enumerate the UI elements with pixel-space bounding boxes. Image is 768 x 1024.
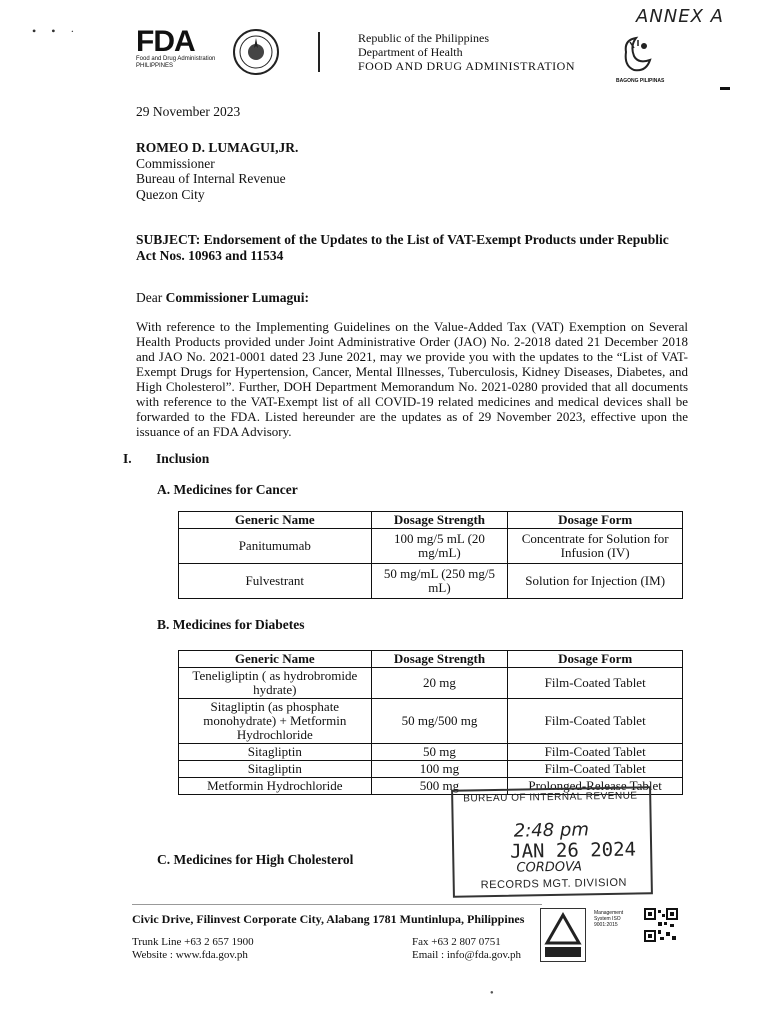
table-header-row: [179, 512, 683, 529]
table-row: [179, 668, 683, 699]
cell-dosage-form: Film-Coated Tablet: [508, 761, 683, 778]
letterhead-text: [358, 31, 575, 73]
table-header-row: [179, 651, 683, 668]
cell-dosage-strength: 500 mg: [371, 778, 508, 795]
footer-address: Civic Drive, Filinvest Corporate City, Alabang 1781 Muntinlupa, Philippines: [132, 912, 525, 926]
subject-line: SUBJECT: Endorsement of the Updates to the List of VAT-Exempt Products under Republic Act Nos. 10963 and 11534: [136, 232, 669, 263]
recipient-name: ROMEO D. LUMAGUI,JR.: [136, 140, 299, 155]
table-row: [179, 761, 683, 778]
stamp-bureau: BUREAU OF INTERNAL REVENUE: [463, 790, 638, 805]
footer-trunk-line: Trunk Line +63 2 657 1900: [132, 936, 254, 948]
table-row: [179, 529, 683, 564]
subsection-b-heading: B. Medicines for Diabetes: [157, 617, 305, 632]
table-row: [179, 564, 683, 599]
cell-dosage-form: Film-Coated Tablet: [508, 744, 683, 761]
fda-logo: [136, 25, 232, 70]
bagong-pilipinas-logo-icon: [620, 34, 656, 76]
cell-dosage-strength: 100 mg/5 mL (20 mg/mL): [371, 529, 508, 564]
bagong-pilipinas-text: BAGONG PILIPINAS: [616, 78, 665, 84]
diabetes-medicines-table: [178, 650, 683, 795]
cell-dosage-form: Concentrate for Solution for Infusion (IV): [508, 529, 683, 564]
body-paragraph: With reference to the Implementing Guidelines on the Value-Added Tax (VAT) Exemption on Several Health Products provided under Joint Administrative Order (JAO) No. 2-2018 dated 21 December 2018 and JAO No. 2021-0001 dated 23 June 2021, may we provide you with the updates to the “List of VAT-Exempt Drugs for Hypertension, Cancer, Mental Illnesses, Tuberculosis, Kidney Diseases, Diabetes, and High Cholesterol”. Further, DOH Department Memorandum No. 2021-0280 provided that all documents with reference to the VAT-Exempt list of all COVID-19 related medicines and medical devices shall be forwarded to the FDA. Listed hereunder are the updates as of 29 November 2023, effective upon the issuance of an FDA Advisory.: [136, 319, 688, 439]
section-number: I.: [123, 451, 132, 466]
section-heading: [123, 451, 209, 467]
stamp-time: 2:48 pm: [513, 819, 590, 842]
recipient-city: Quezon City: [136, 186, 205, 202]
table-row: [179, 699, 683, 744]
cell-generic-name: Teneligliptin ( as hydrobromide hydrate): [179, 668, 372, 699]
header-dosage-strength: Dosage Strength: [371, 651, 508, 668]
cell-dosage-strength: 100 mg: [371, 761, 508, 778]
section-title: Inclusion: [156, 451, 210, 466]
header-dosage-form: Dosage Form: [508, 651, 683, 668]
cell-dosage-form: Film-Coated Tablet: [508, 668, 683, 699]
cell-generic-name: Fulvestrant: [179, 564, 372, 599]
cell-dosage-strength: 50 mg: [371, 744, 508, 761]
footer-fax: Fax +63 2 807 0751: [412, 936, 501, 948]
scan-specks: • • ·: [32, 24, 81, 38]
received-stamp: [451, 786, 653, 897]
certification-text: Management System ISO 9001:2015: [594, 910, 624, 928]
stamp-signature: CORDOVA: [516, 859, 583, 876]
recipient-block: [136, 140, 298, 202]
cell-dosage-form: Prolonged-Release Tablet: [508, 778, 683, 795]
cancer-medicines-table: [178, 511, 683, 599]
header-dosage-strength: Dosage Strength: [371, 512, 508, 529]
cell-dosage-form: Film-Coated Tablet: [508, 699, 683, 744]
header-divider: [318, 32, 320, 72]
footer-divider: [132, 904, 542, 905]
header-generic-name: Generic Name: [179, 512, 372, 529]
letterhead-republic: Republic of the Philippines: [358, 31, 489, 45]
cell-dosage-strength: 50 mg/500 mg: [371, 699, 508, 744]
doh-seal-icon: [232, 28, 280, 76]
salutation-name: Commissioner Lumagui:: [165, 290, 309, 305]
letterhead-department: Department of Health: [358, 45, 463, 59]
salutation: [136, 290, 309, 306]
cell-dosage-strength: 50 mg/mL (250 mg/5 mL): [371, 564, 508, 599]
table-row: [179, 744, 683, 761]
annex-label: ANNEX A: [636, 6, 724, 27]
punch-mark: ●: [490, 990, 494, 996]
footer-email: Email : info@fda.gov.ph: [412, 949, 522, 961]
cell-dosage-strength: 20 mg: [371, 668, 508, 699]
header-dosage-form: Dosage Form: [508, 512, 683, 529]
subsection-c-heading: C. Medicines for High Cholesterol: [157, 852, 354, 867]
stamp-division: RECORDS MGT. DIVISION: [480, 876, 628, 892]
salutation-prefix: Dear: [136, 290, 166, 305]
header-generic-name: Generic Name: [179, 651, 372, 668]
letterhead-agency: FOOD AND DRUG ADMINISTRATION: [358, 59, 576, 73]
recipient-office: Bureau of Internal Revenue: [136, 171, 286, 186]
fda-logo-subtext: Food and Drug Administration PHILIPPINES: [136, 56, 216, 69]
stamp-date: JAN 26 2024: [509, 838, 637, 863]
fda-logo-mark: FDA: [136, 25, 195, 58]
certification-logo-icon: [540, 908, 586, 962]
cell-generic-name: Sitagliptin: [179, 744, 372, 761]
subsection-a-heading: A. Medicines for Cancer: [157, 482, 298, 497]
cell-generic-name: Metformin Hydrochloride: [179, 778, 372, 795]
scan-mark: ▬: [720, 82, 730, 93]
cell-generic-name: Sitagliptin (as phosphate monohydrate) + Metformin Hydrochloride: [179, 699, 372, 744]
cell-dosage-form: Solution for Injection (IM): [508, 564, 683, 599]
recipient-title: Commissioner: [136, 155, 215, 171]
cell-generic-name: Sitagliptin: [179, 761, 372, 778]
qr-code-icon: [644, 908, 678, 942]
cell-generic-name: Panitumumab: [179, 529, 372, 564]
footer-website: Website : www.fda.gov.ph: [132, 949, 248, 961]
letter-date: 29 November 2023: [136, 104, 241, 119]
